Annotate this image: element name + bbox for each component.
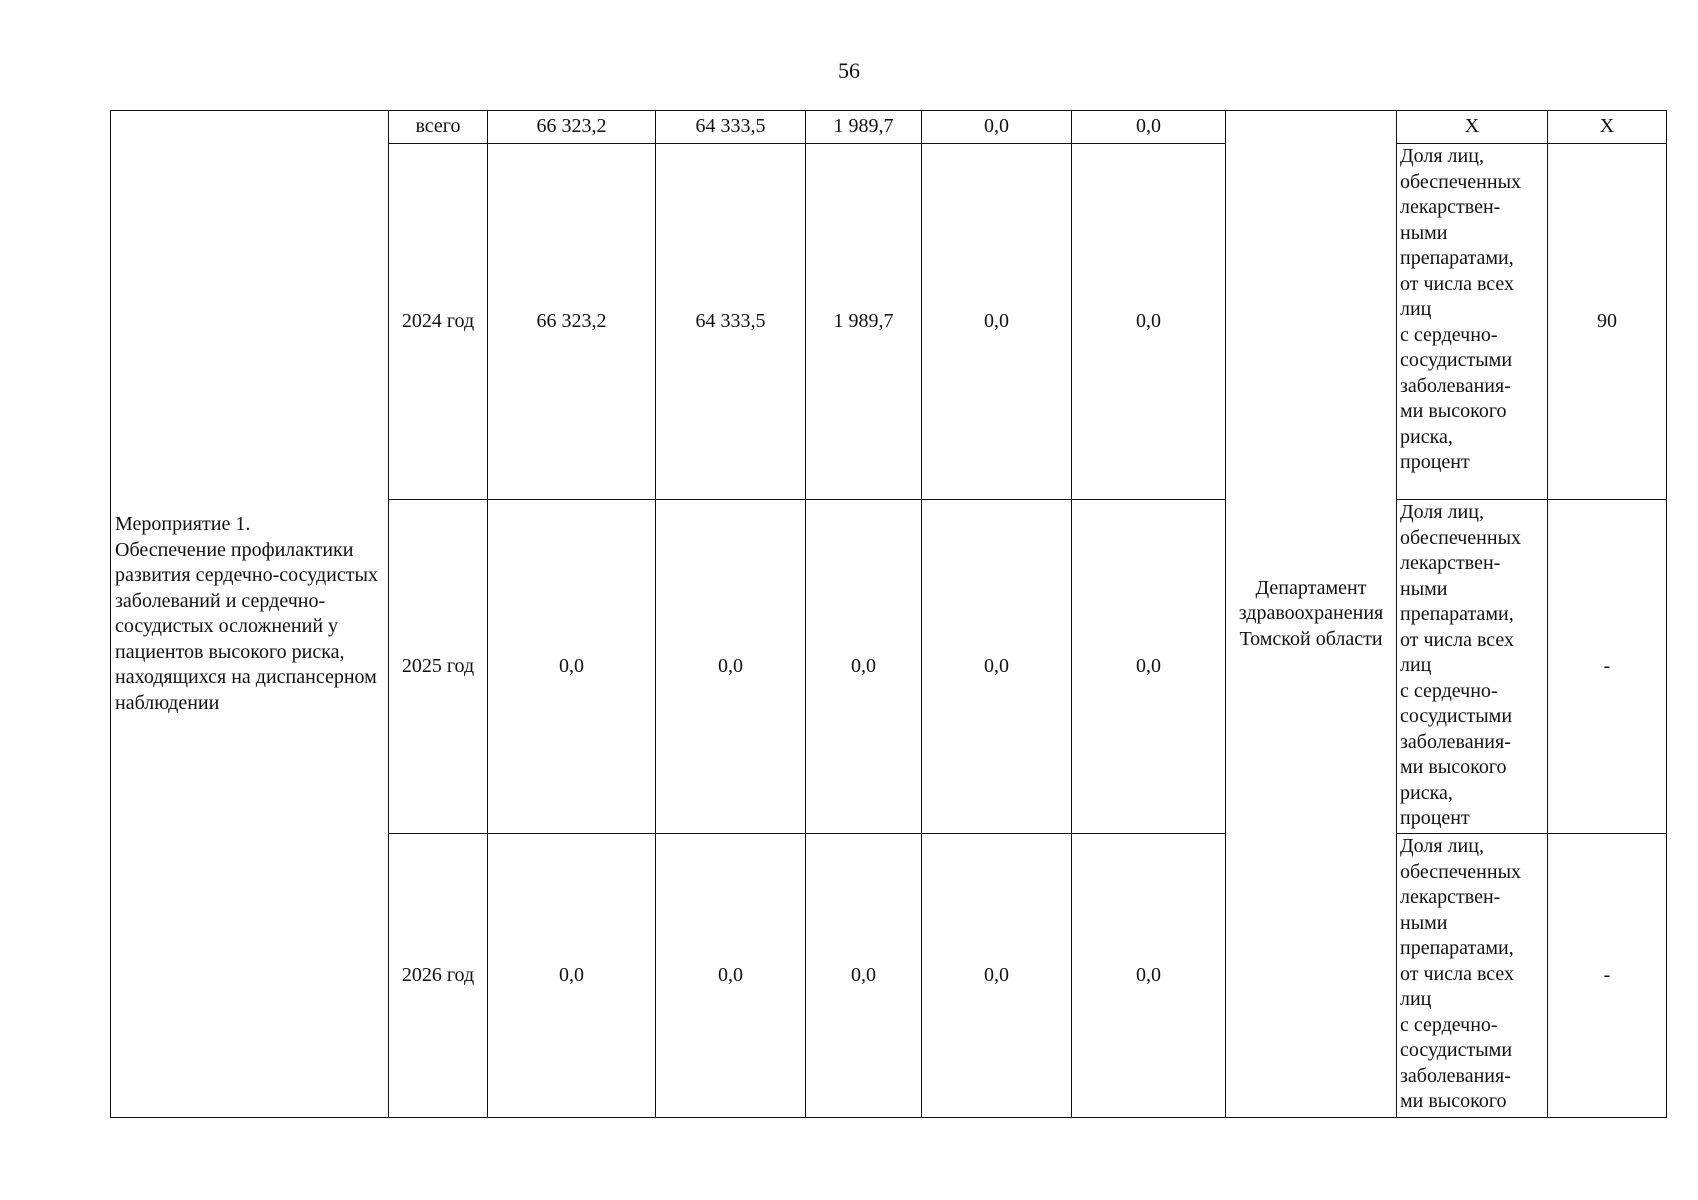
federal-amount-cell: 64 333,5	[656, 144, 806, 500]
federal-amount-cell: 64 333,5	[656, 111, 806, 144]
period-cell: 2025 год	[389, 500, 488, 834]
total-amount-cell: 0,0	[488, 500, 656, 834]
indicator-value-cell: -	[1548, 500, 1667, 834]
regional-amount-cell: 0,0	[806, 500, 922, 834]
period-cell: 2026 год	[389, 834, 488, 1118]
other-amount-cell: 0,0	[1072, 144, 1226, 500]
other-amount-cell: 0,0	[1072, 500, 1226, 834]
indicator-value-cell: X	[1548, 111, 1667, 144]
total-amount-cell: 66 323,2	[488, 111, 656, 144]
federal-amount-cell: 0,0	[656, 500, 806, 834]
other-amount-cell: 0,0	[1072, 834, 1226, 1118]
indicator-name-cell: Доля лиц, обеспеченных лекарствен- ными препаратами, от числа всех лиц с сердечно- сосудистыми заболевания- ми высокого риска, процент	[1397, 144, 1548, 500]
period-cell: 2024 год	[389, 144, 488, 500]
period-cell: всего	[389, 111, 488, 144]
indicator-name-cell: X	[1397, 111, 1548, 144]
other-amount-cell: 0,0	[1072, 111, 1226, 144]
indicator-name-cell: Доля лиц, обеспеченных лекарствен- ными препаратами, от числа всех лиц с сердечно- сосудистыми заболевания- ми высокого	[1397, 834, 1548, 1118]
local-amount-cell: 0,0	[922, 111, 1072, 144]
financing-table	[110, 110, 1667, 1118]
regional-amount-cell: 1 989,7	[806, 111, 922, 144]
table-row	[111, 111, 1667, 144]
regional-amount-cell: 0,0	[806, 834, 922, 1118]
total-amount-cell: 0,0	[488, 834, 656, 1118]
measure-name: Мероприятие 1. Обеспечение профилактики развития сердечно-сосудистых заболеваний и сердечно-сосудистых осложнений у пациентов высокого риска, находящихся на диспансерном наблюдении	[111, 111, 389, 1118]
indicator-name-cell: Доля лиц, обеспеченных лекарствен- ными препаратами, от числа всех лиц с сердечно- сосудистыми заболевания- ми высокого риска, процент	[1397, 500, 1548, 834]
page-number: 56	[838, 58, 860, 83]
local-amount-cell: 0,0	[922, 500, 1072, 834]
total-amount-cell: 66 323,2	[488, 144, 656, 500]
local-amount-cell: 0,0	[922, 834, 1072, 1118]
indicator-value-cell: -	[1548, 834, 1667, 1118]
indicator-value-cell: 90	[1548, 144, 1667, 500]
local-amount-cell: 0,0	[922, 144, 1072, 500]
regional-amount-cell: 1 989,7	[806, 144, 922, 500]
executor-cell: Департамент здравоохранения Томской области	[1226, 111, 1397, 1118]
federal-amount-cell: 0,0	[656, 834, 806, 1118]
